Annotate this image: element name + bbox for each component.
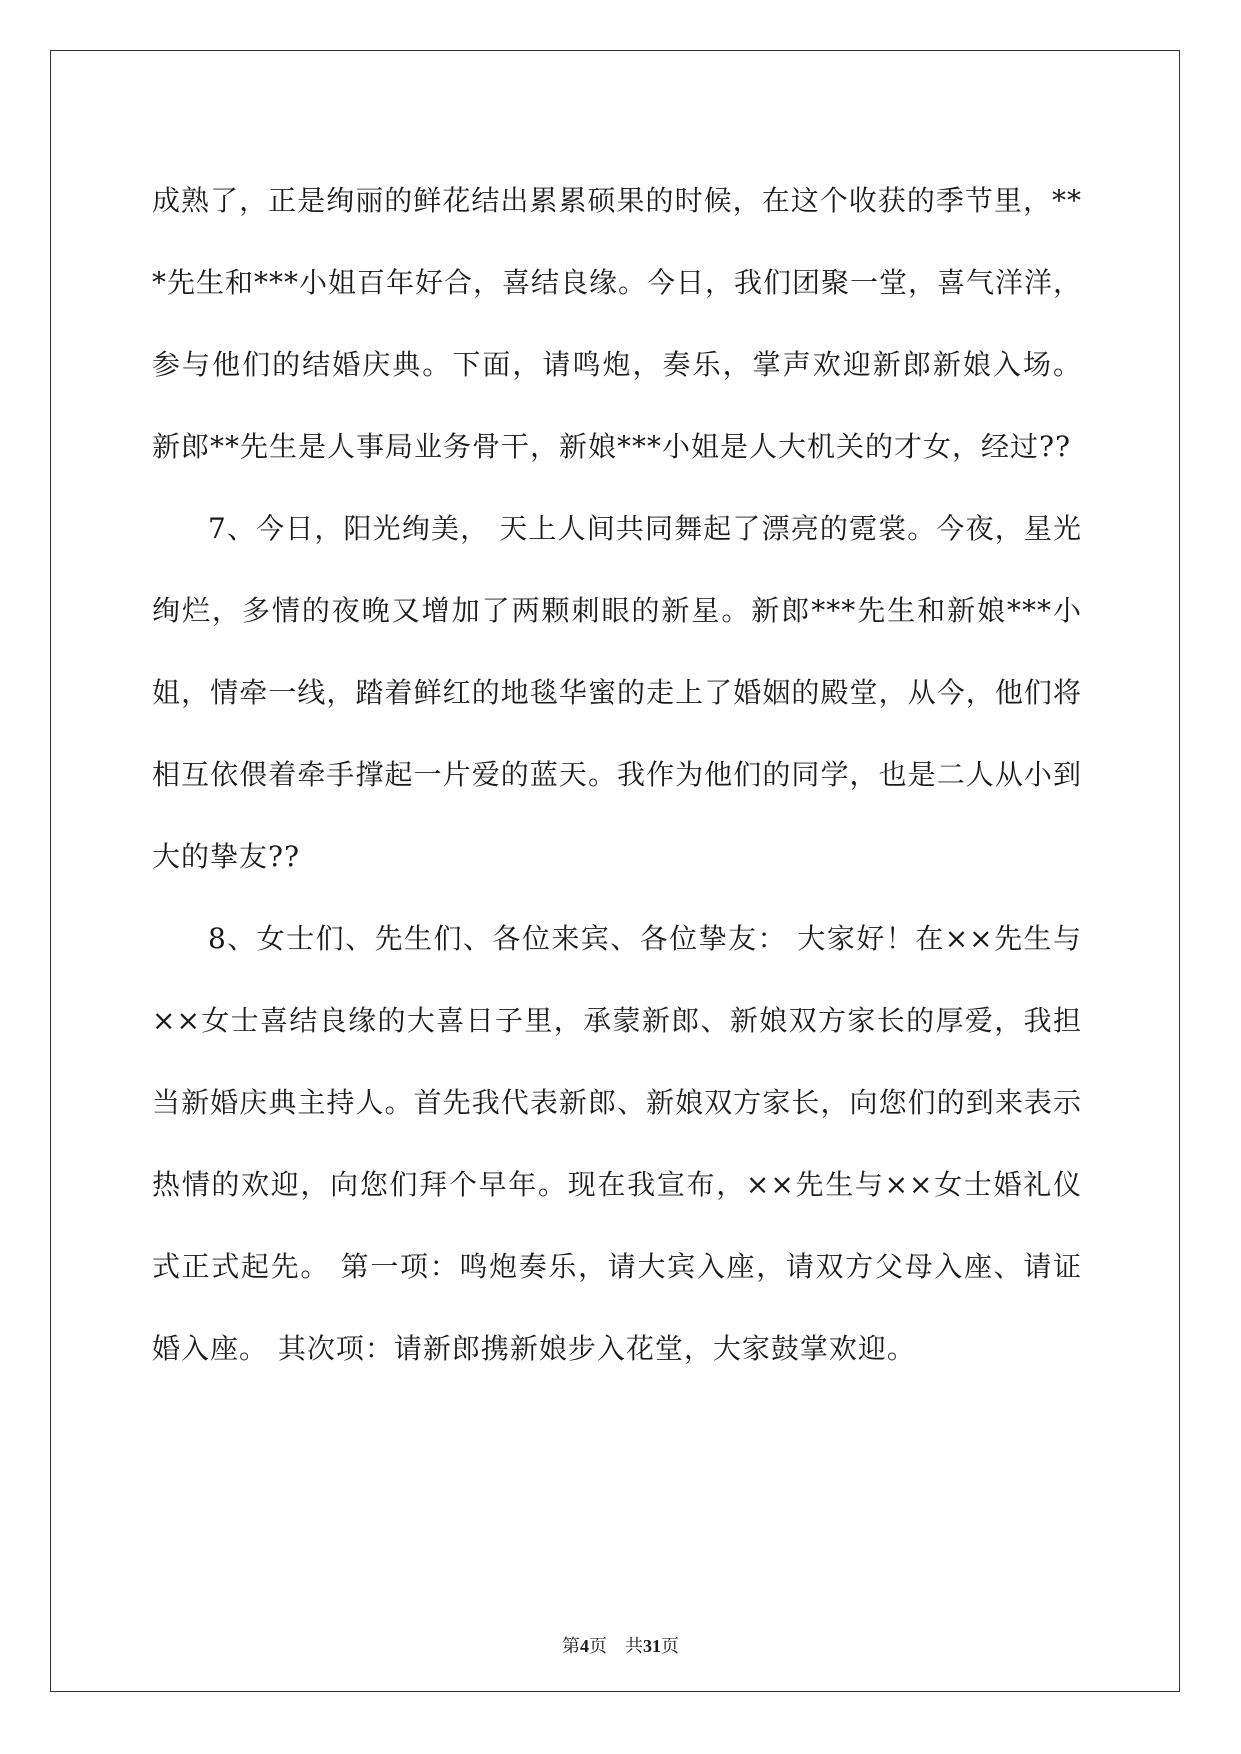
paragraph-item-7: 7、今日，阳光绚美， 天上人间共同舞起了漂亮的霓裳。今夜，星光绚烂，多情的夜晚又增加了两颗刺眼的新星。新郎***先生和新娘***小姐，情牵一线，踏着鲜红的地毯华蜜的走上了婚姻的殿堂，从今，他们将相互依偎着牵手撑起一片爱的蓝天。我作为他们的同学，也是二人从小到大的挚友?? — [152, 512, 1082, 873]
footer-middle: 页 共 — [589, 1636, 643, 1657]
paragraph-item-8: 8、女士们、先生们、各位来宾、各位挚友： 大家好！在××先生与××女士喜结良缘的大喜日子里，承蒙新郎、新娘双方家长的厚爱，我担当新婚庆典主持人。首先我代表新郎、新娘双方家长，向您们的到来表示热情的欢迎，向您们拜个早年。现在我宣布，××先生与××女士婚礼仪式正式起先。 第一项：鸣炮奏乐，请大宾入座，请双方父母入座、请证婚入座。 其次项：请新郎携新娘步入花堂，大家鼓掌欢迎。 — [152, 922, 1082, 1365]
footer-prefix: 第 — [562, 1636, 580, 1657]
footer-suffix: 页 — [661, 1636, 679, 1657]
total-page-count: 31 — [643, 1636, 661, 1656]
paragraph-continuation: 成熟了，正是绚丽的鲜花结出累累硕果的时候，在这个收获的季节里，***先生和***小姐百年好合，喜结良缘。今日，我们团聚一堂，喜气洋洋，参与他们的结婚庆典。下面，请鸣炮，奏乐，掌声欢迎新郎新娘入场。 新郎**先生是人事局业务骨干，新娘***小姐是人大机关的才女，经过?? — [152, 184, 1083, 463]
document-body — [152, 160, 1082, 1390]
current-page-number: 4 — [580, 1636, 589, 1656]
page-number-footer — [0, 1632, 1241, 1658]
